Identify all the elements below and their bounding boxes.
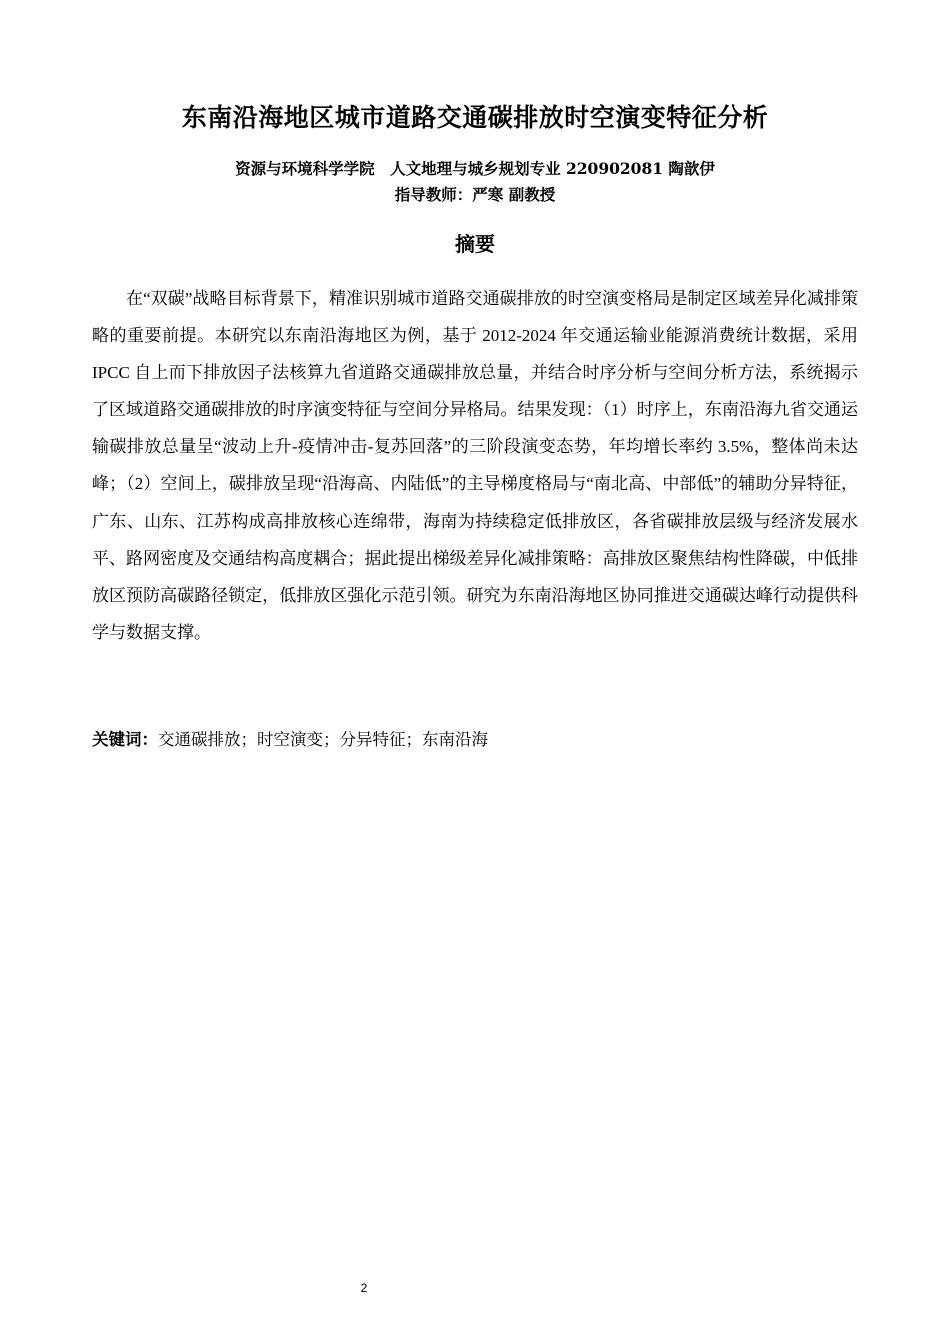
keywords-text: 交通碳排放；时空演变；分异特征；东南沿海 [158, 730, 488, 749]
advisor-info: 指导教师：严寒 副教授 [394, 185, 556, 204]
abstract-heading: 摘要 [455, 232, 495, 256]
keywords-label: 关键词： [92, 730, 158, 749]
author-info: 资源与环境科学学院 人文地理与城乡规划专业 220902081 陶歆伊 [235, 159, 715, 178]
paper-title: 东南沿海地区城市道路交通碳排放时空演变特征分析 [181, 103, 769, 132]
abstract-body: 在“双碳”战略目标背景下，精准识别城市道路交通碳排放的时空演变格局是制定区域差异化减排策略的重要前提。本研究以东南沿海地区为例，基于 2012-2024 年交通运输业能源消费统计数据，采用 IPCC 自上而下排放因子法核算九省道路交通碳排放总量，并结合时序分析与空间分析方法，系统揭示了区域道路交通碳排放的时序演变特征与空间分异格局。结果发现：（1）时序上，东南沿海九省交通运输碳排放总量呈“波动上升-疫情冲击-复苏回落”的三阶段演变态势，年均增长率约 3.5%，整体尚未达峰；（2）空间上，碳排放呈现“沿海高、内陆低”的主导梯度格局与“南北高、中部低”的辅助分异特征，广东、山东、江苏构成高排放核心连绵带，海南为持续稳定低排放区，各省碳排放层级与经济发展水平、路网密度及交通结构高度耦合；据此提出梯级差异化减排策略：高排放区聚焦结构性降碳，中低排放区预防高碳路径锁定，低排放区强化示范引领。研究为东南沿海地区协同推进交通碳达峰行动提供科学与数据支撑。 [92, 289, 858, 642]
keywords-line [92, 726, 858, 754]
page-number: 2 [360, 1281, 368, 1295]
